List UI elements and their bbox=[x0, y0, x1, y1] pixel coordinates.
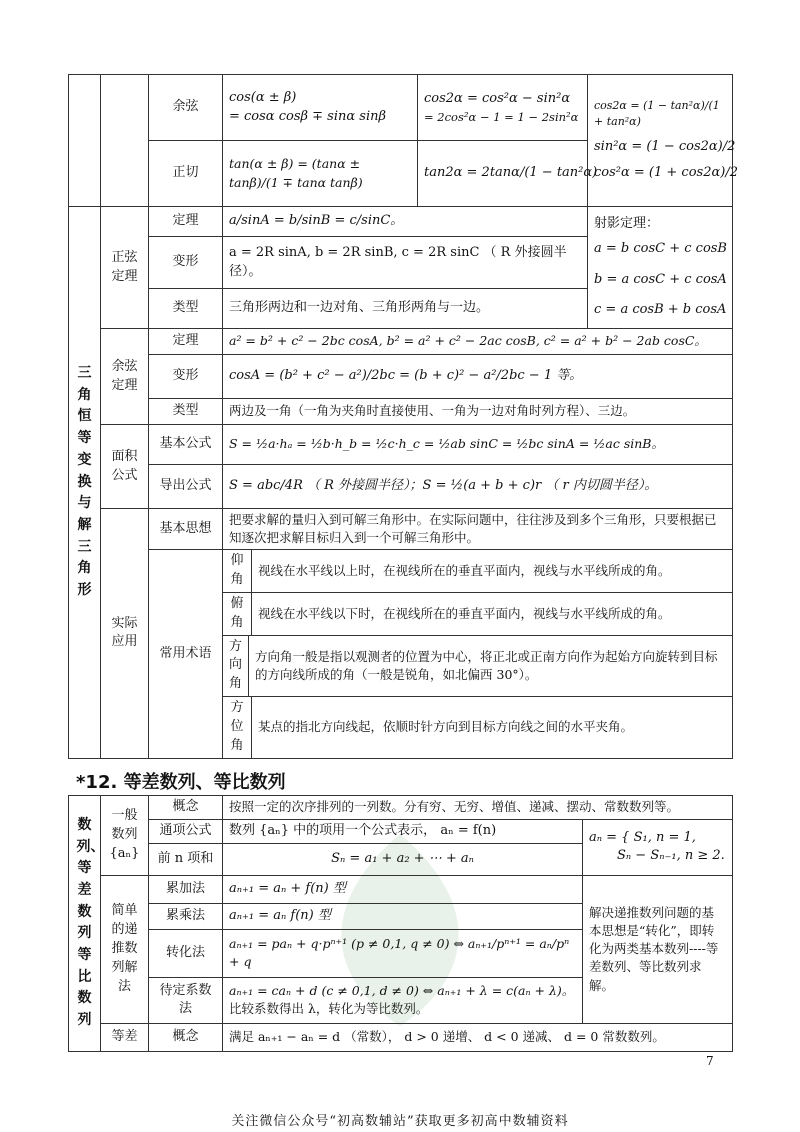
page-number: 7 bbox=[706, 1054, 714, 1068]
theorem-label: 定理 bbox=[149, 207, 223, 237]
section-vertical-label: 三角恒等变换与解三角形 bbox=[69, 207, 101, 759]
term-formula: 数列 {aₙ} 中的项用一个公式表示， aₙ = f(n) bbox=[223, 819, 583, 843]
cosine-theorem-label: 余弦定理 bbox=[101, 329, 149, 425]
recursion-note: 解决递推数列问题的基本思想是“转化”，即转化为两类基本数列----等差数列、等比数列求解。 bbox=[583, 875, 733, 1023]
depression-text: 视线在水平线以下时，在视线所在的垂直平面内，视线与水平线所成的角。 bbox=[258, 605, 671, 621]
sum-formula: Sₙ = a₁ + a₂ + ⋯ + aₙ bbox=[223, 843, 583, 875]
variant-label: 变形 bbox=[149, 355, 223, 399]
transform-formula: aₙ₊₁ = paₙ + q·pⁿ⁺¹ (p ≠ 0,1, q ≠ 0) ⇔ aₙ₊₁/pⁿ⁺¹ = aₙ/pⁿ + q bbox=[223, 929, 583, 977]
cos-double-angle: cos2α = cos²α − sin²α = 2cos²α − 1 = 1 − 2sin²α bbox=[418, 75, 588, 141]
cosine-variant: cosA = (b² + c² − a²)/2bc = (b + c)² − a²/2bc − 1 等。 bbox=[223, 355, 733, 399]
theorem-label: 定理 bbox=[149, 329, 223, 355]
type-label: 类型 bbox=[149, 399, 223, 425]
bearing-text: 某点的指北方向线起，依顺时针方向到目标方向线之间的水平夹角。 bbox=[258, 719, 634, 735]
direction-text: 方向角一般是指以观测者的位置为中心，将正北或正南方向作为起始方向旋转到目标的方向线所成的角（一般是锐角，如北偏西 30°）。 bbox=[255, 648, 718, 682]
arith-concept: 满足 aₙ₊₁ − aₙ = d （常数）， d > 0 递增、 d < 0 递减、 d = 0 常数数列。 bbox=[223, 1023, 733, 1051]
general-concept: 按照一定的次序排列的一列数。分有穷、无穷、增值、递减、摆动、常数数列等。 bbox=[223, 796, 733, 820]
basic-idea-label: 基本思想 bbox=[149, 509, 223, 550]
area-derived: S = abc/4R （ R 外接圆半径）；S = ½(a + b + c)r （ r 内切圆半径）。 bbox=[223, 465, 733, 509]
term-formula-label: 通项公式 bbox=[149, 819, 223, 843]
direction-label: 方向角 bbox=[223, 636, 249, 697]
basic-idea: 把要求解的量归入到可解三角形中。在实际问题中，往往涉及到多个三角形，只要根据已知逐次把求解目标归入到一个可解三角形中。 bbox=[223, 509, 733, 550]
variant-label: 变形 bbox=[149, 237, 223, 289]
sine-type: 三角形两边和一边对角、三角形两角与一边。 bbox=[223, 289, 588, 329]
direction-row bbox=[223, 635, 733, 697]
multiply-formula: aₙ₊₁ = aₙ f(n) 型 bbox=[223, 903, 583, 929]
projection-theorem: 射影定理： a = b cosC + c cosB b = a cosC + c cosA c = a cosB + b cosA bbox=[588, 207, 733, 329]
undetermined-formula: aₙ₊₁ = caₙ + d (c ≠ 0,1, d ≠ 0) ⇔ aₙ₊₁ + λ = c(aₙ + λ)。 比较系数得出 λ，转化为等比数列。 bbox=[223, 977, 583, 1023]
accumulate-formula: aₙ₊₁ = aₙ + f(n) 型 bbox=[223, 875, 583, 903]
sine-variant: a = 2R sinA, b = 2R sinB, c = 2R sinC （ R 外接圆半径）。 bbox=[223, 237, 588, 289]
undetermined-label: 待定系数法 bbox=[149, 977, 223, 1023]
blank-cell bbox=[69, 75, 101, 207]
bearing-row bbox=[223, 697, 733, 759]
terms-label: 常用术语 bbox=[149, 550, 223, 758]
blank-cell bbox=[101, 75, 149, 207]
sum-label: 前 n 项和 bbox=[149, 843, 223, 875]
tan-label: 正切 bbox=[149, 141, 223, 207]
tan-sum-formula: tan(α ± β) = (tanα ± tanβ)/(1 ∓ tanα tanβ) bbox=[223, 141, 418, 207]
cosine-type: 两边及一角（一角为夹角时直接使用、一角为一边对角时列方程）、三边。 bbox=[223, 399, 733, 425]
concept-label: 概念 bbox=[149, 796, 223, 820]
elevation-text: 视线在水平线以上时，在视线所在的垂直平面内，视线与水平线所成的角。 bbox=[258, 563, 671, 579]
sequence-summary-table bbox=[68, 795, 733, 1052]
type-label: 类型 bbox=[149, 289, 223, 329]
depression-row bbox=[223, 592, 733, 635]
trig-summary-table bbox=[68, 74, 738, 759]
multiply-label: 累乘法 bbox=[149, 903, 223, 929]
general-sequence-label: 一般数列 {aₙ} bbox=[101, 796, 149, 876]
cosine-theorem: a² = b² + c² − 2bc cosA, b² = a² + c² − 2ac cosB, c² = a² + b² − 2ab cosC。 bbox=[223, 329, 733, 355]
area-label: 面积公式 bbox=[101, 425, 149, 509]
half-angle-formulas: cos2α = (1 − tan²α)/(1 + tan²α) sin²α = (1 − cos2α)/2 cos²α = (1 + cos2α)/2 bbox=[588, 75, 733, 207]
concept-label: 概念 bbox=[149, 1023, 223, 1051]
area-basic-label: 基本公式 bbox=[149, 425, 223, 465]
area-basic: S = ½a·hₐ = ½b·h_b = ½c·h_c = ½ab sinC = ½bc sinA = ½ac sinB。 bbox=[223, 425, 733, 465]
sine-theorem-label: 正弦定理 bbox=[101, 207, 149, 329]
tan-double-angle: tan2α = 2tanα/(1 − tan²α) bbox=[418, 141, 588, 207]
arith-label: 等差 bbox=[101, 1023, 149, 1051]
sine-theorem: a/sinA = b/sinB = c/sinC。 bbox=[223, 207, 588, 237]
recursion-label: 简单的递推数列解法 bbox=[101, 875, 149, 1023]
cos-sum-formula: cos(α ± β) = cosα cosβ ∓ sinα sinβ bbox=[223, 75, 418, 141]
footer-note: 关注微信公众号“初高数辅站”获取更多初高中数辅资料 bbox=[231, 1114, 569, 1129]
bearing-label: 方位角 bbox=[223, 697, 252, 758]
elevation-label: 仰角 bbox=[223, 550, 252, 592]
depression-label: 俯角 bbox=[223, 593, 252, 635]
transform-label: 转化法 bbox=[149, 929, 223, 977]
application-label: 实际应用 bbox=[101, 509, 149, 759]
accumulate-label: 累加法 bbox=[149, 875, 223, 903]
piecewise-formula: aₙ = { S₁, n = 1, Sₙ − Sₙ₋₁, n ≥ 2. bbox=[583, 819, 733, 875]
cos-label: 余弦 bbox=[149, 75, 223, 141]
area-derived-label: 导出公式 bbox=[149, 465, 223, 509]
section-vertical-label: 数列、等差数列等比数列 bbox=[69, 796, 101, 1052]
elevation-row bbox=[223, 550, 733, 593]
section-title: *12. 等差数列、等比数列 bbox=[76, 772, 286, 793]
